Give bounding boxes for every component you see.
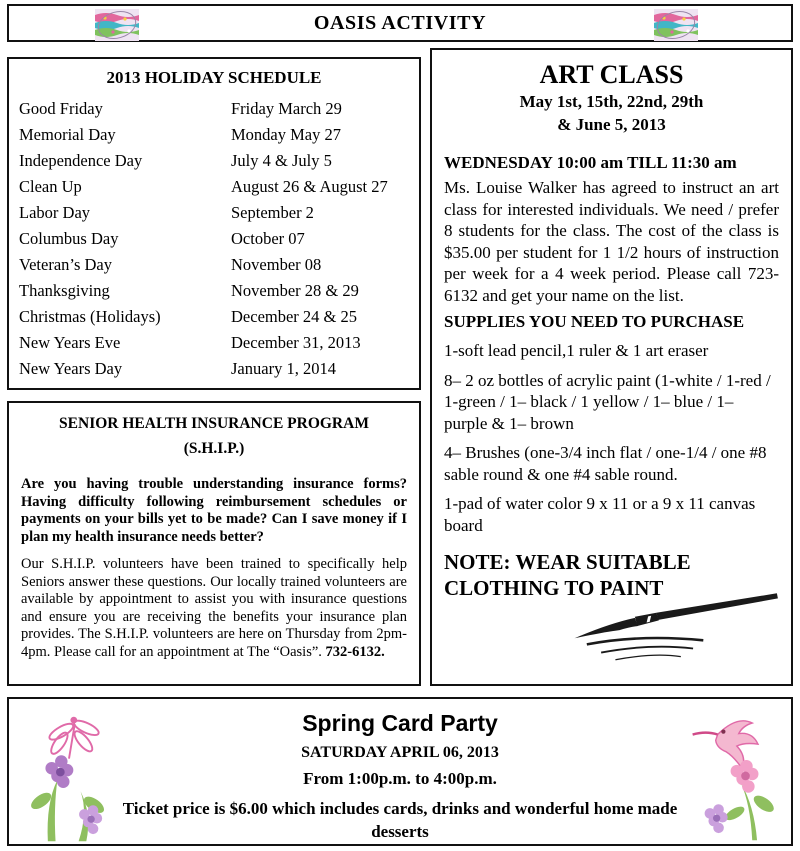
holiday-date: Friday March 29 — [231, 99, 342, 118]
supply-item: 1-pad of water color 9 x 11 or a 9 x 11 canvas board — [444, 494, 756, 535]
art-class-title: ART CLASS — [539, 60, 684, 89]
party-date: SATURDAY APRIL 06, 2013 — [301, 744, 499, 761]
holiday-date: December 31, 2013 — [231, 333, 361, 352]
holiday-schedule-table — [9, 96, 419, 382]
holiday-name: Independence Day — [19, 151, 143, 170]
holiday-name: Thanksgiving — [19, 281, 110, 300]
holiday-date: August 26 & August 27 — [231, 177, 388, 196]
table-row — [9, 252, 419, 278]
ship-phone-number: 732-6132. — [325, 643, 385, 660]
table-row — [9, 200, 419, 226]
ship-body-paragraph — [21, 556, 407, 661]
table-row — [9, 330, 419, 356]
table-row — [9, 148, 419, 174]
ship-subtitle: (S.H.I.P.) — [183, 440, 245, 457]
party-time: From 1:00p.m. to 4:00p.m. — [303, 769, 497, 788]
table-row — [9, 174, 419, 200]
art-supplies-title: SUPPLIES YOU NEED TO PURCHASE — [444, 312, 745, 331]
table-row — [9, 278, 419, 304]
ship-box — [7, 401, 421, 686]
art-class-description: Ms. Louise Walker has agreed to instruct an art class for interested individuals. We need / prefer 8 students for the class. The cost of the class is $35.00 per student for 1 1/2 hours of instruction per week for a 4 week period. Please call 723-6132 and get your name on the list. — [444, 178, 779, 305]
holiday-schedule-box — [7, 57, 421, 390]
holiday-date: Monday May 27 — [231, 125, 341, 144]
table-row — [9, 122, 419, 148]
easter-egg-icon — [654, 9, 698, 46]
ship-questions-paragraph: Are you having trouble understanding insurance forms? Having difficulty following reimbursement schedules or payments on your bills yet to be made? Can I save money if I plan my health insurance needs better? — [21, 476, 407, 545]
art-class-dates-line2: & June 5, 2013 — [557, 115, 666, 134]
supply-item: 4– Brushes (one-3/4 inch flat / one-1/4 / one #8 sable round & one #4 sable round. — [444, 443, 767, 484]
party-title: Spring Card Party — [302, 710, 498, 736]
holiday-name: New Years Eve — [19, 333, 121, 352]
page-title: OASIS ACTIVITY — [313, 11, 487, 34]
supply-item: 1-soft lead pencil,1 ruler & 1 art eraser — [444, 341, 709, 360]
paintbrush-icon — [548, 585, 783, 672]
holiday-name: Good Friday — [19, 99, 103, 118]
holiday-name: Clean Up — [19, 177, 82, 196]
holiday-schedule-title: 2013 HOLIDAY SCHEDULE — [106, 68, 322, 87]
table-row — [9, 304, 419, 330]
holiday-name: Christmas (Holidays) — [19, 307, 161, 326]
ship-body-text: Our S.H.I.P. volunteers have been trained to specifically help Seniors answer these questions. Our locally trained volunteers are available by appointment to assist you with insurance questions and ensure you are receiving the benefits your insurance plan provides. The S.H.I.P. volunteers are here on Thursday from 2pm-4pm. Please call for an appointment at The “Oasis”. — [21, 556, 407, 660]
party-ticket-info: Ticket price is $6.00 which includes cards, drinks and wonderful home made desserts — [122, 799, 678, 841]
holiday-name: Labor Day — [19, 203, 91, 222]
holiday-name: Memorial Day — [19, 125, 116, 144]
supply-item: 8– 2 oz bottles of acrylic paint (1-white / 1-red / 1-green / 1– black / 1 yellow / 1– blue / 1– purple & 1– brown — [444, 370, 771, 433]
table-row — [9, 96, 419, 122]
holiday-name: Veteran’s Day — [19, 255, 113, 274]
holiday-date: December 24 & 25 — [231, 307, 357, 326]
holiday-name: New Years Day — [19, 359, 123, 378]
table-row — [9, 226, 419, 252]
table-row — [9, 356, 419, 382]
holiday-date: September 2 — [231, 203, 314, 222]
page-header — [7, 4, 793, 42]
ship-title: SENIOR HEALTH INSURANCE PROGRAM — [59, 415, 369, 432]
easter-egg-icon — [95, 9, 139, 46]
holiday-date: January 1, 2014 — [231, 359, 336, 378]
art-class-schedule: WEDNESDAY 10:00 am TILL 11:30 am — [444, 153, 737, 172]
hummingbird-flowers-icon — [658, 703, 783, 848]
holiday-name: Columbus Day — [19, 229, 119, 248]
art-class-box — [430, 48, 793, 686]
dragonfly-flowers-icon — [19, 705, 144, 848]
art-class-dates-line1: May 1st, 15th, 22nd, 29th — [519, 92, 704, 111]
holiday-date: July 4 & July 5 — [231, 151, 332, 170]
holiday-date: November 08 — [231, 255, 322, 274]
holiday-date: October 07 — [231, 229, 305, 248]
holiday-date: November 28 & 29 — [231, 281, 359, 300]
art-class-note: NOTE: WEAR SUITABLE CLOTHING TO PAINT — [444, 550, 691, 600]
spring-card-party-box — [7, 697, 793, 846]
